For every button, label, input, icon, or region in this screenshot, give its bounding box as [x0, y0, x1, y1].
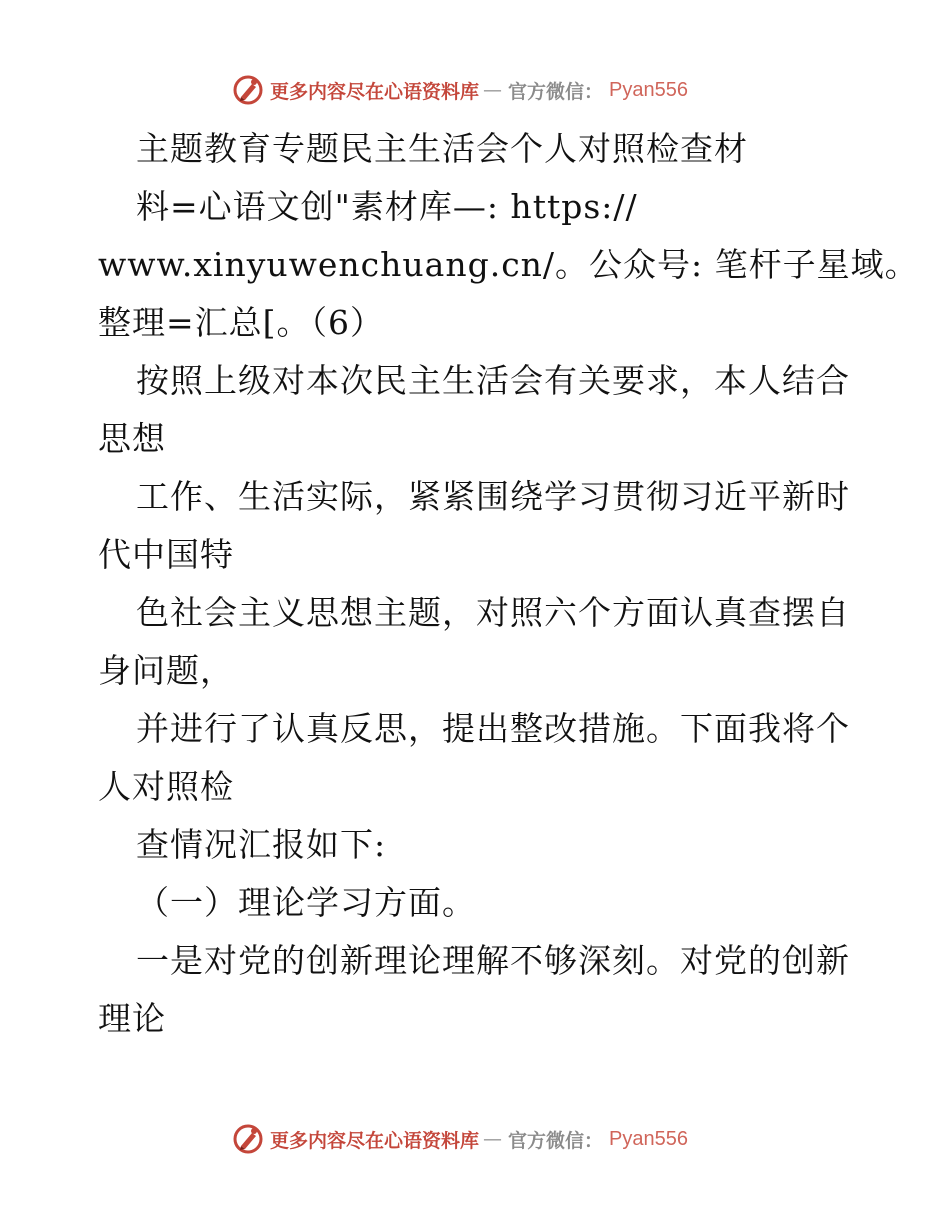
pen-circle-logo-icon	[232, 1123, 264, 1155]
text-line: 一是对党的创新理论理解不够深刻。对党的创新	[136, 941, 850, 980]
text-line: 料=心语文创"素材库—: https://	[136, 187, 638, 226]
footer-wechat-id: Pyan556	[609, 1127, 688, 1150]
text-line: 并进行了认真反思，提出整改措施。下面我将个	[136, 709, 850, 748]
footer-separator: —	[483, 1128, 503, 1150]
text-line: 身问题，	[98, 651, 234, 690]
pen-circle-logo-icon	[232, 74, 264, 106]
text-line: 理论	[98, 999, 166, 1038]
header-wechat-id: Pyan556	[609, 78, 688, 101]
footer-banner	[232, 1122, 688, 1156]
text-line: 人对照检	[98, 767, 234, 806]
text-line: 按照上级对本次民主生活会有关要求，本人结合	[136, 361, 850, 400]
text-line: 查情况汇报如下:	[136, 825, 387, 864]
text-line: 主题教育专题民主生活会个人对照检查材	[136, 129, 748, 168]
text-line: （一）理论学习方面。	[136, 883, 476, 922]
header-wechat-label: 官方微信：	[508, 80, 604, 103]
header-banner	[232, 73, 688, 107]
text-line: 思想	[98, 419, 166, 458]
footer-wechat-label: 官方微信：	[508, 1129, 604, 1152]
text-line: www.xinyuwenchuang.cn/。公众号: 笔杆子星域。	[98, 245, 919, 284]
text-line: 整理=汇总[。（6）	[98, 303, 385, 342]
text-line: 色社会主义思想主题，对照六个方面认真查摆自	[136, 593, 850, 632]
header-slogan: 更多内容尽在心语资料库	[270, 80, 480, 103]
footer-slogan: 更多内容尽在心语资料库	[270, 1129, 480, 1152]
text-line: 代中国特	[98, 535, 234, 574]
document-body	[98, 120, 919, 1048]
text-line: 工作、生活实际，紧紧围绕学习贯彻习近平新时	[136, 477, 850, 516]
header-separator: —	[483, 79, 503, 101]
